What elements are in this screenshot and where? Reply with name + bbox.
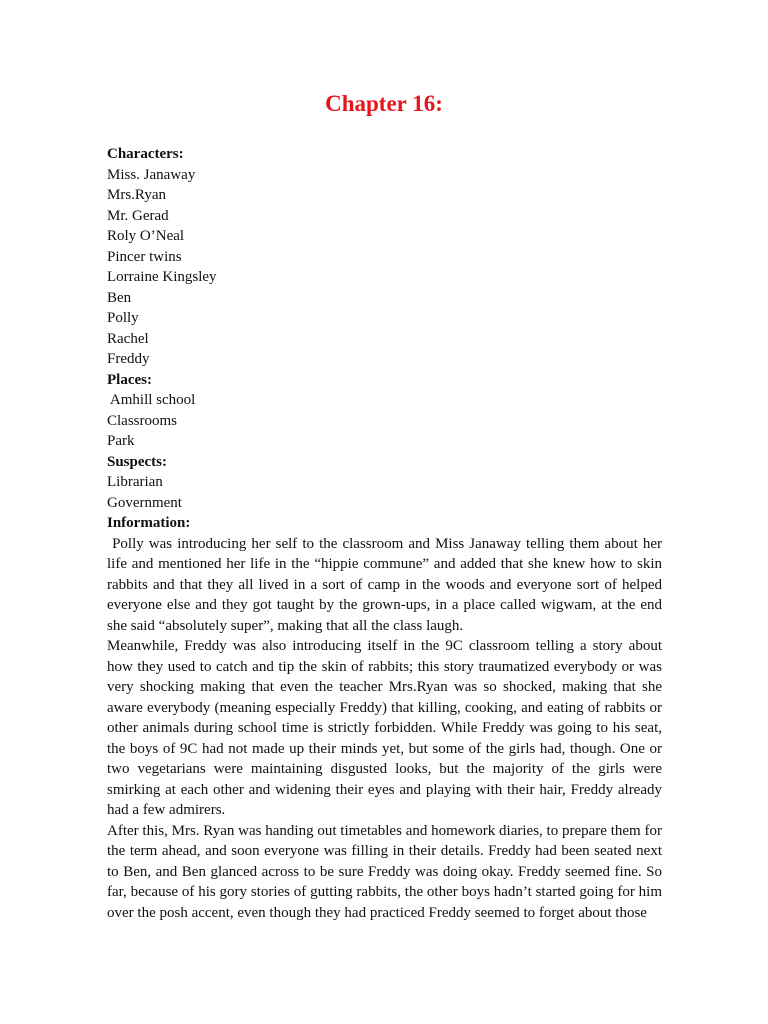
character-item: Rachel [107, 330, 149, 347]
character-item: Mrs.Ryan [107, 187, 166, 203]
character-item: Lorraine Kingsley [107, 269, 217, 285]
places-heading: Places: [107, 371, 152, 388]
information-paragraph: After this, Mrs. Ryan was handing out timetables and homework diaries, to prepare them for the term ahead, and soon everyone was filling in their details. Freddy had been seated next to Ben, and Ben glanced across to be sure Freddy was doing okay. Freddy seemed fine. So far, because of his gory stories of gutting rabbits, the other boys hadn’t started going for him over the posh accent, even though they had practiced Freddy seemed to forget about those [107, 822, 662, 921]
information-heading: Information: [107, 515, 191, 531]
place-item: Classrooms [107, 412, 178, 429]
information-paragraph: Meanwhile, Freddy was also introducing itself in the 9C classroom telling a story about how they used to catch and tip the skin of rabbits; this story traumatized everybody or was very shocking making that even the teacher Mrs.Ryan was so shocked, making that she aware everybody (meaning especially Freddy) that killing, cooking, and eating of rabbits or other animals during school time is strictly forbidden. While Freddy was going to his seat, the boys of 9C had not made up their minds yet, but some of the girls had, though. One or two vegetarians were maintaining disgusted looks, but the majority of the girls were smirking at each other and widening their eyes and playing with their hair, Freddy already had a few admirers. [107, 638, 662, 818]
character-item: Miss. Janaway [107, 166, 196, 183]
suspects-heading: Suspects: [107, 453, 168, 470]
chapter-content [107, 144, 666, 923]
character-item: Ben [107, 289, 132, 306]
characters-section [107, 144, 662, 370]
suspect-item: Government [107, 494, 182, 511]
information-section [107, 513, 666, 923]
place-item: Park [107, 433, 135, 449]
character-item: Freddy [107, 351, 150, 367]
character-item: Roly O’Neal [107, 228, 185, 244]
character-item: Polly [107, 310, 139, 326]
places-section [107, 370, 662, 452]
characters-heading: Characters: [107, 146, 184, 162]
chapter-title: Chapter 16: [325, 91, 443, 116]
place-item: Amhill school [107, 392, 196, 408]
character-item: Pincer twins [107, 248, 182, 265]
suspect-item: Librarian [107, 474, 163, 490]
information-paragraph: Polly was introducing her self to the classroom and Miss Janaway telling them about her life and mentioned her life in the “hippie commune” and added that she knew how to skin rabbits and that they all lived in a sort of camp in the woods and everyone sort of helped everyone else and they got taught by the grown-ups, in a place called wigwam, at the end she said “absolutely super”, making that all the class laugh. [107, 535, 666, 634]
suspects-section [107, 452, 662, 514]
character-item: Mr. Gerad [107, 207, 169, 224]
